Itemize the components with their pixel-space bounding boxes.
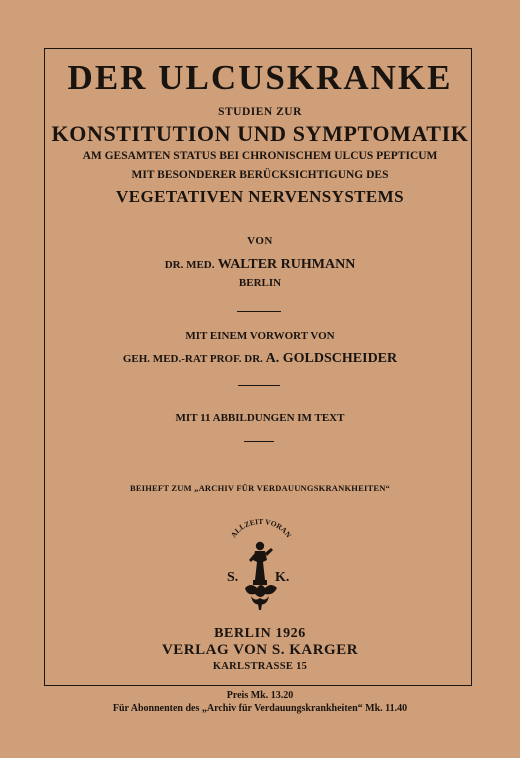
foreword-prefix: GEH. MED.-RAT PROF. DR. xyxy=(122,353,263,365)
publisher-street: KARLSTRASSE 15 xyxy=(212,661,308,672)
author-prefix: DR. MED. xyxy=(164,259,215,271)
von-label: VON xyxy=(247,235,273,247)
divider-rule xyxy=(237,311,281,312)
illustrations-note: MIT 11 ABBILDUNGEN IM TEXT xyxy=(175,412,345,424)
foreword-author xyxy=(0,351,520,367)
logo-letter-left: S. xyxy=(227,570,239,585)
subscriber-price: Für Abonnenten des „Archiv für Verdauungskrankheiten“ Mk. 11.40 xyxy=(112,703,408,714)
book-title: DER ULCUSKRANKE xyxy=(67,58,453,97)
subtitle-small: STUDIEN ZUR xyxy=(218,106,302,118)
author-name: WALTER RUHMANN xyxy=(217,257,356,272)
subtitle-line-1: AM GESAMTEN STATUS BEI CHRONISCHEM ULCUS PEPTICUM xyxy=(82,150,438,162)
subtitle-line-3: VEGETATIVEN NERVENSYSTEMS xyxy=(116,187,404,206)
author xyxy=(0,257,520,273)
place-year: BERLIN 1926 xyxy=(214,626,306,641)
author-city: BERLIN xyxy=(238,277,282,289)
divider-rule xyxy=(244,441,274,442)
publisher-logo xyxy=(205,518,315,618)
divider-rule xyxy=(238,385,280,386)
supplement-note: BEIHEFT ZUM „ARCHIV FÜR VERDAUUNGSKRANKHEITEN“ xyxy=(130,483,390,493)
subtitle-large: KONSTITUTION UND SYMPTOMATIK xyxy=(51,121,469,146)
logo-letter-right: K. xyxy=(275,570,290,585)
subtitle-line-2: MIT BESONDERER BERÜCKSICHTIGUNG DES xyxy=(131,169,389,181)
price: Preis Mk. 13.20 xyxy=(226,690,294,701)
foreword-name: A. GOLDSCHEIDER xyxy=(265,351,398,366)
publisher: VERLAG VON S. KARGER xyxy=(161,642,359,658)
foreword-intro: MIT EINEM VORWORT VON xyxy=(185,330,335,342)
logo-motto: ALLZEIT VORAN xyxy=(228,518,294,540)
